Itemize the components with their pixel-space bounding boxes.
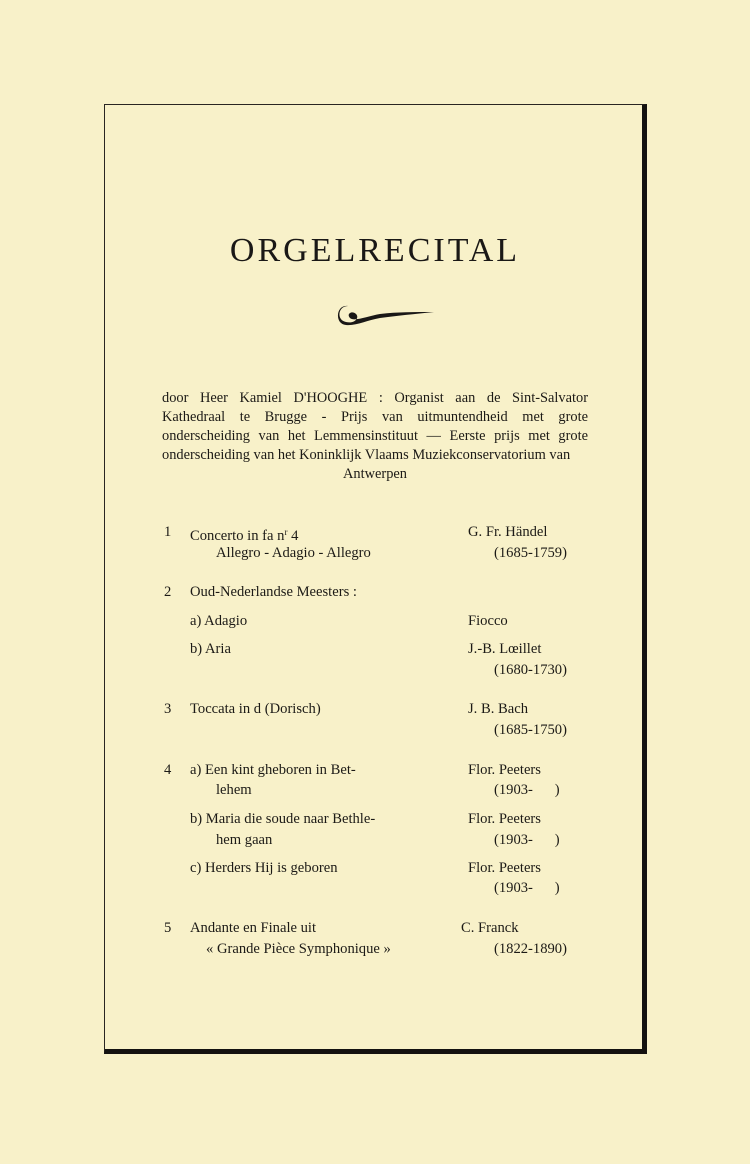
program-subitem-cont: hem gaan [216, 832, 273, 848]
program-subitem: b) Aria [190, 641, 231, 657]
ornament-flourish-icon [334, 300, 436, 328]
program-movements: Allegro - Adagio - Allegro [216, 545, 371, 561]
program-subitem: a) Een kint gheboren in Bet- [190, 762, 356, 778]
program-work: Andante en Finale uit [190, 920, 317, 936]
program-composer: J. B. Bach [468, 701, 528, 717]
program-work: Toccata in d (Dorisch) [190, 701, 321, 717]
intro-last-line: Antwerpen [343, 466, 407, 482]
program-number: 2 [164, 584, 172, 600]
program-dates: (1685-1759) [494, 545, 567, 561]
page-title: ORGELRECITAL [229, 232, 521, 269]
program-composer: G. Fr. Händel [468, 524, 548, 540]
program-composer: Flor. Peeters [468, 762, 541, 778]
program-work: Concerto in fa $n^r$ 4 [190, 527, 299, 544]
program-subtitle: « Grande Pièce Symphonique » [206, 941, 391, 957]
program-dates: (1903- ) [494, 880, 560, 896]
program-subitem: c) Herders Hij is geboren [190, 860, 338, 876]
program-subitem: a) Adagio [190, 613, 248, 629]
program-composer: Fiocco [468, 613, 508, 629]
program-dates: (1903- ) [494, 782, 560, 798]
program-composer: C. Franck [461, 920, 519, 936]
program-number: 4 [164, 762, 172, 778]
program-subitem-cont: lehem [216, 782, 252, 798]
performer-introduction [162, 389, 588, 484]
program-dates: (1680-1730) [494, 662, 567, 678]
program-number: 3 [164, 701, 172, 717]
program-number: 5 [164, 920, 172, 936]
program-composer: Flor. Peeters [468, 860, 541, 876]
program-work: Oud-Nederlandse Meesters : [190, 584, 357, 600]
program-composer: J.-B. Lœillet [468, 641, 542, 657]
program-subitem: b) Maria die soude naar Bethle- [190, 811, 376, 827]
program-dates: (1822-1890) [494, 941, 567, 957]
program-dates: (1685-1750) [494, 722, 567, 738]
intro-text: door Heer Kamiel D'HOOGHE : Organist aan de Sint-Salvator Kathedraal te Brugge - Prijs van uitmuntendheid met grote onderscheiding van het Lemmensinstituut — Eerste prijs met grote onderscheiding van het Koninklijk Vlaams Muziekconservatorium van [162, 390, 588, 463]
program-dates: (1903- ) [494, 832, 560, 848]
program-composer: Flor. Peeters [468, 811, 541, 827]
program-number: 1 [164, 524, 172, 540]
